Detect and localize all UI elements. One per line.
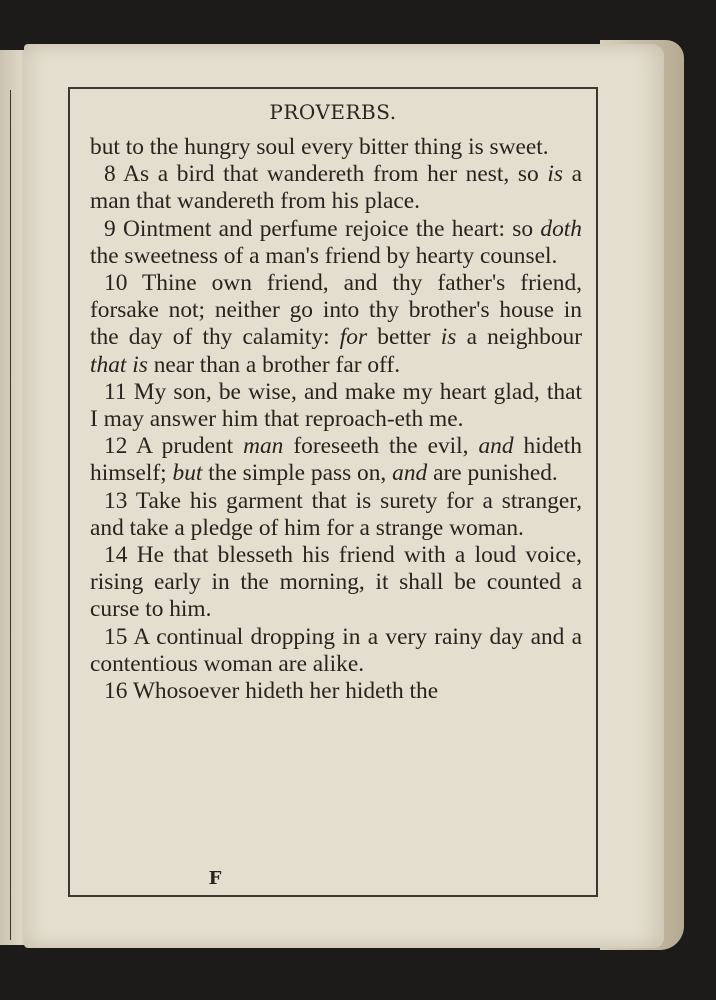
verse-text: Ointment and perfume rejoice the heart: so: [123, 215, 541, 242]
italic-text: and: [478, 433, 514, 460]
verse-number: 16: [104, 678, 128, 705]
italic-text: that is: [90, 351, 148, 378]
italic-text: and: [392, 460, 428, 487]
verse-text: He that blesseth his friend with a loud voice, rising early in the morning, it shall be counted a curse to him.: [90, 542, 582, 623]
italic-text: is: [440, 324, 457, 351]
verse-10: [90, 270, 582, 379]
verse-text: a neighbour: [456, 324, 582, 351]
verse-text: are punished.: [427, 460, 558, 487]
verse-text: the simple pass on,: [202, 460, 393, 487]
verse-text: A continual dropping in a very rainy day and a contentious woman are alike.: [90, 623, 582, 677]
verse-text: Whosoever hideth her hideth the: [132, 678, 439, 705]
italic-text: is: [547, 161, 563, 188]
verse-number: 12: [104, 433, 128, 460]
verse-number: 13: [104, 487, 128, 514]
scripture-text: [90, 134, 582, 705]
verse-continuation: [90, 134, 582, 161]
verse-15: [90, 624, 582, 678]
verse-number: 15: [104, 623, 128, 650]
verse-text: A prudent: [136, 433, 244, 460]
signature-mark: F: [208, 868, 222, 889]
verse-16: [90, 678, 582, 705]
verse-text: As a bird that wandereth from her nest, so: [123, 161, 548, 188]
verse-text: better: [367, 324, 441, 351]
verse-number: 11: [104, 378, 127, 405]
verse-14: [90, 542, 582, 624]
verse-text: foreseeth the evil,: [283, 433, 479, 460]
facing-page-rule: [10, 90, 11, 940]
verse-text: Take his garment that is surety for a stranger, and take a pledge of him for a strange woman.: [90, 487, 582, 541]
verse-13: [90, 488, 582, 542]
verse-text: hideth himself;: [90, 433, 582, 487]
verse-12: [90, 433, 582, 487]
verse-8: [90, 161, 582, 215]
verse-text: the sweetness of a man's friend by hearty counsel.: [90, 242, 558, 269]
verse-number: 9: [104, 215, 116, 242]
verse-11: [90, 379, 582, 433]
verse-number: 10: [104, 270, 128, 297]
verse-text: a man that wandereth from his place.: [90, 161, 582, 215]
italic-text: doth: [540, 215, 582, 242]
verse-text: Thine own friend, and thy father's friend, forsake not; neither go into thy brother's house in the day of thy calamity:: [90, 270, 582, 351]
verse-text: My son, be wise, and make my heart glad, that I may answer him that reproach-eth me.: [90, 378, 582, 433]
verse-text: but to the hungry soul every bitter thing is sweet.: [90, 134, 549, 160]
verse-number: 8: [104, 161, 116, 188]
running-head: PROVERBS.: [269, 100, 397, 124]
italic-text: for: [339, 324, 368, 351]
verse-number: 14: [104, 542, 128, 569]
verse-9: [90, 216, 582, 270]
verse-text: near than a brother far off.: [147, 351, 401, 378]
italic-text: but: [172, 460, 203, 487]
italic-text: man: [243, 433, 284, 460]
